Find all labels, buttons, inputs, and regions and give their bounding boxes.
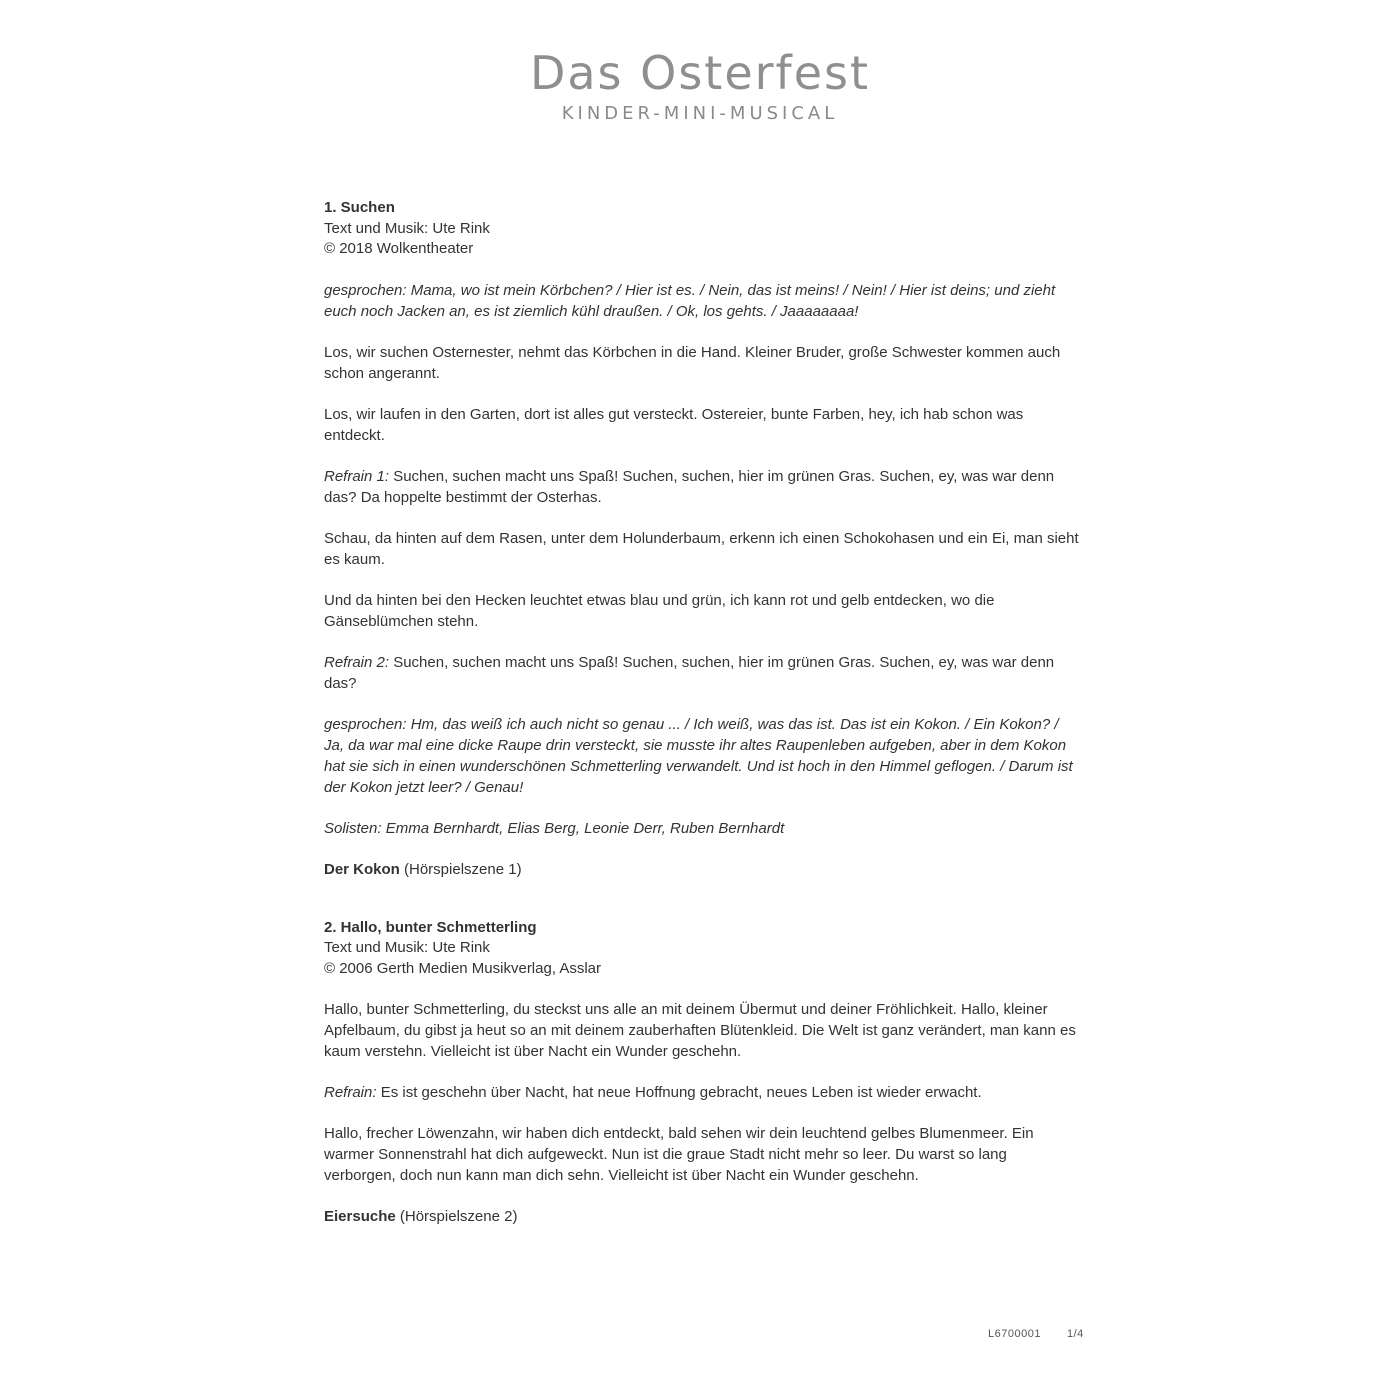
song2-copyright: © 2006 Gerth Medien Musikverlag, Asslar [324, 959, 602, 977]
song1-verse1: Los, wir suchen Osternester, nehmt das Körbchen in die Hand. Kleiner Bruder, große Schwester kommen auch schon angerannt. [324, 343, 1061, 382]
document-title: Das Osterfest [529, 46, 871, 100]
song1-refrain1 [324, 466, 1082, 508]
song2-title: 2. Hallo, bunter Schmetterling [324, 918, 537, 936]
song2-refrain-text: Es ist geschehn über Nacht, hat neue Hoffnung gebracht, neues Leben ist wieder erwacht. [376, 1084, 982, 1101]
song1-spoken-outro: gesprochen: Hm, das weiß ich auch nicht so genau ... / Ich weiß, was das ist. Das ist ein Kokon. / Ein Kokon? / Ja, da war mal eine dicke Raupe drin versteckt, sie musste ihr altes Raupenleben aufgeben, aber in dem Kokon hat sie sich in einen wunderschönen Schmetterling verwandelt. Und ist hoch in den Himmel geflogen. / Darum ist der Kokon jetzt leer? / Genau! [324, 715, 1073, 796]
song1-spoken-intro: gesprochen: Mama, wo ist mein Körbchen? / Hier ist es. / Nein, das ist meins! / Nein! / Hier ist deins; und zieht euch noch Jacken an, es ist ziemlich kühl draußen. / Ok, los gehts. / Jaaaaaaaa! [324, 281, 1056, 320]
document-subtitle: KINDER-MINI-MUSICAL [561, 102, 839, 124]
scene1-note: (Hörspielszene 1) [399, 860, 522, 878]
scene1-line [324, 859, 1082, 880]
song1-verse4: Und da hinten bei den Hecken leuchtet etwas blau und grün, ich kann rot und gelb entdecken, wo die Gänseblümchen stehn. [324, 591, 995, 630]
song2-verse1: Hallo, bunter Schmetterling, du steckst uns alle an mit deinem Übermut und deiner Fröhlichkeit. Hallo, kleiner Apfelbaum, du gibst ja heut so an mit deinem zauberhaften Blütenkleid. Die Welt ist ganz verändert, man kann es kaum verstehn. Vielleicht ist über Nacht ein Wunder geschehn. [324, 1001, 1076, 1060]
song1-copyright: © 2018 Wolkentheater [324, 240, 474, 257]
song1-verse3: Schau, da hinten auf dem Rasen, unter dem Holunderbaum, erkenn ich einen Schokohasen und ein Ei, man sieht es kaum. [324, 529, 1079, 568]
scene1-title: Der Kokon [324, 860, 400, 878]
scene2-note: (Hörspielszene 2) [395, 1208, 518, 1225]
song2-header [324, 918, 1082, 980]
scene2-title: Eiersuche [324, 1208, 396, 1225]
song2-refrain-label: Refrain: [324, 1084, 377, 1101]
document-body [324, 198, 1082, 1247]
song2-verse2: Hallo, frecher Löwenzahn, wir haben dich entdeckt, bald sehen wir dein leuchtend gelbes Blumenmeer. Ein warmer Sonnenstrahl hat dich aufgeweckt. Nun ist die graue Stadt nicht mehr so leer. Du warst so lang verborgen, doch nun kann man dich sehn. Vielleicht ist über Nacht ein Wunder geschehn. [324, 1125, 1034, 1184]
song2-credit: Text und Musik: Ute Rink [324, 939, 490, 956]
song1-refrain1-text: Suchen, suchen macht uns Spaß! Suchen, suchen, hier im grünen Gras. Suchen, ey, was war denn das? Da hoppelte bestimmt der Osterhas. [324, 467, 1055, 506]
page-footer [988, 1328, 1084, 1340]
song1-refrain2-text: Suchen, suchen macht uns Spaß! Suchen, suchen, hier im grünen Gras. Suchen, ey, was war denn das? [324, 653, 1055, 692]
footer-catalog-code: L6700001 [988, 1328, 1041, 1340]
song1-refrain2 [324, 652, 1082, 694]
song1-credit: Text und Musik: Ute Rink [324, 219, 490, 237]
scene2-line [324, 1206, 1082, 1227]
song1-header [324, 198, 1082, 260]
footer-page-number: 1/4 [1066, 1328, 1084, 1340]
document-header [0, 48, 1400, 124]
song1-soloists: Solisten: Emma Bernhardt, Elias Berg, Leonie Derr, Ruben Bernhardt [324, 819, 785, 837]
song1-refrain1-label: Refrain 1: [324, 467, 390, 485]
song1-verse2: Los, wir laufen in den Garten, dort ist alles gut versteckt. Ostereier, bunte Farben, hey, ich hab schon was entdeckt. [324, 405, 1024, 444]
song1-title: 1. Suchen [324, 199, 395, 216]
song1-refrain2-label: Refrain 2: [324, 653, 390, 671]
song2-refrain [324, 1082, 1082, 1103]
